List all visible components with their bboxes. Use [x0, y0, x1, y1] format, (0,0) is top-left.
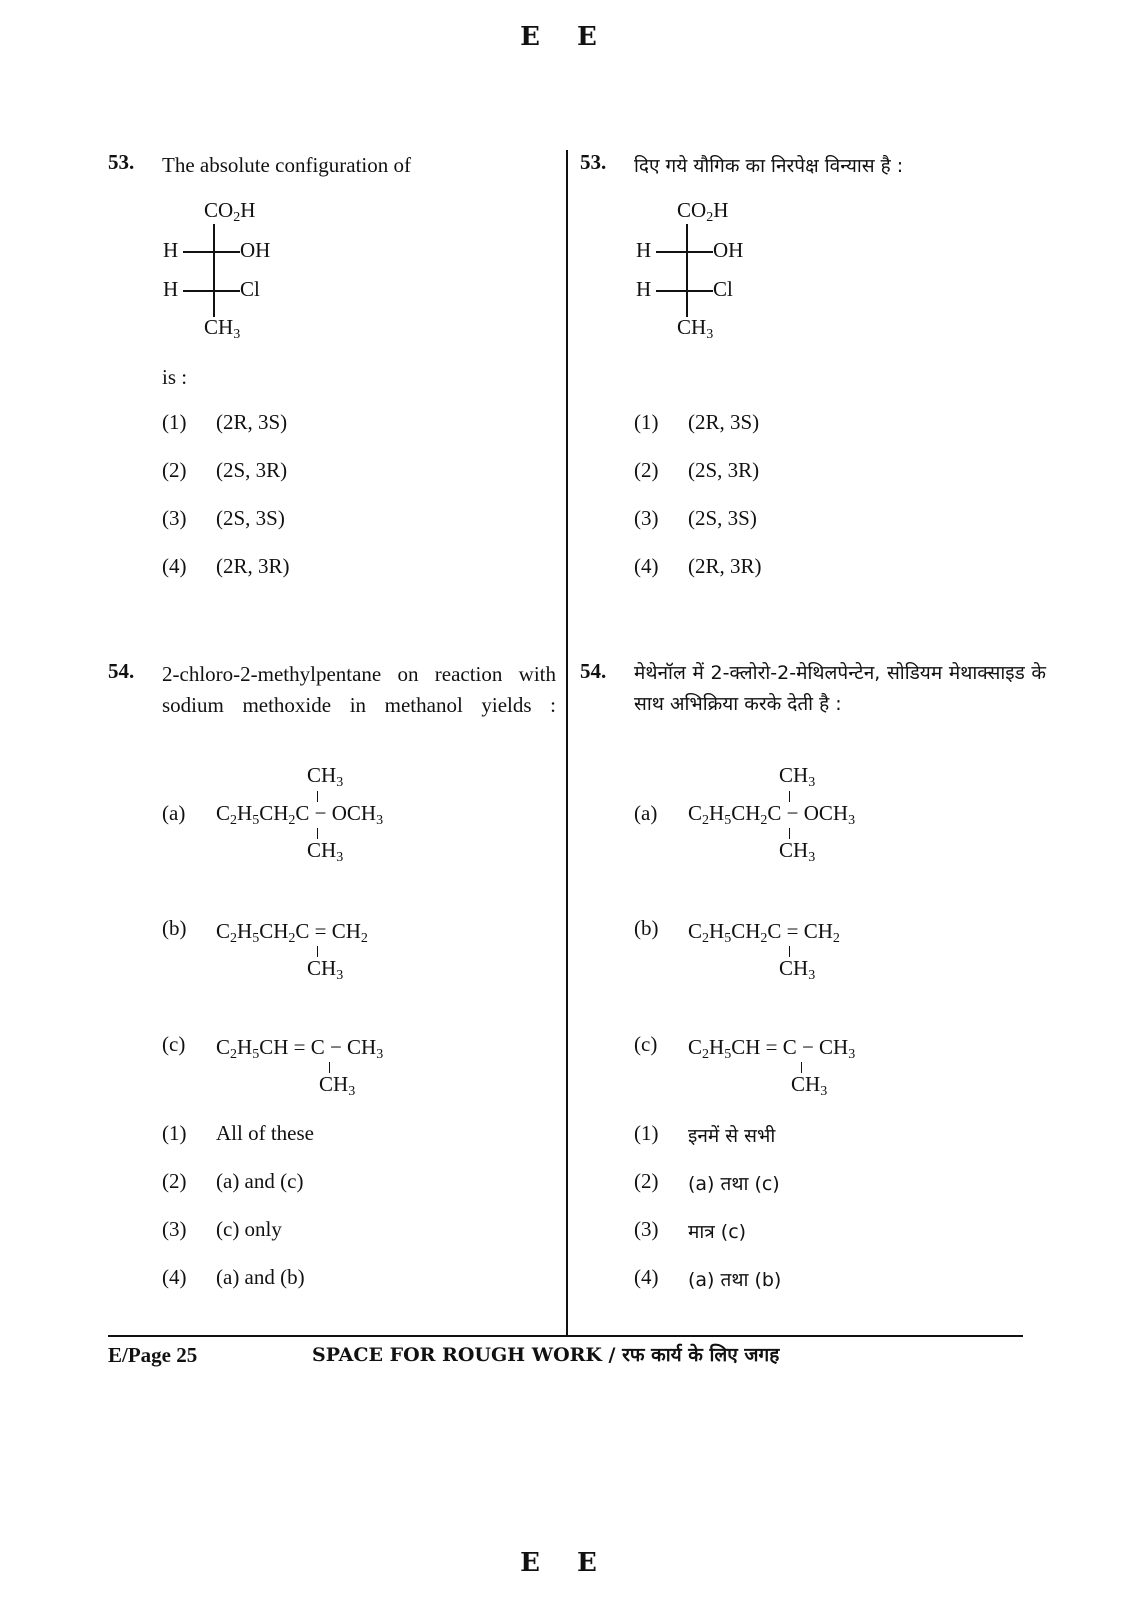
option-num: (3) — [162, 506, 187, 530]
question-53-suffix-en: is : — [162, 365, 188, 389]
option-num: (2) — [634, 1169, 659, 1193]
rough-work-label: SPACE FOR ROUGH WORK / रफ कार्य के लिए जगह — [312, 1344, 780, 1366]
structure-bottom-group: $CH_3$ — [307, 838, 344, 865]
fischer-left-1: H — [636, 238, 652, 262]
option-text: (2S, 3S) — [216, 506, 285, 530]
fischer-right-2: Cl — [240, 277, 260, 301]
fischer-right-2: Cl — [713, 277, 733, 301]
option-text: (2R, 3R) — [688, 554, 762, 578]
fischer-vertical-bond — [213, 224, 215, 317]
fischer-right-1: OH — [240, 238, 271, 262]
fischer-vertical-bond — [686, 224, 688, 317]
option-text: (a) and (b) — [216, 1265, 305, 1289]
fischer-left-1: H — [163, 238, 179, 262]
structure-bottom-group: $CH_3$ — [779, 956, 816, 983]
structure-label: (a) — [162, 801, 186, 825]
option-num: (4) — [634, 554, 659, 578]
fischer-horizontal-bond-1 — [183, 251, 240, 253]
question-54-text-en: 2-chloro-2-methylpentane on reaction with sodium methoxide in methanol yields : — [162, 662, 556, 717]
option-text: (2S, 3R) — [216, 458, 288, 482]
footer-mark: E E — [520, 1548, 611, 1578]
structure-label: (b) — [162, 916, 187, 940]
header-mark: E E — [520, 22, 611, 52]
option-text: मात्र (c) — [688, 1221, 747, 1243]
structure-bottom-group: $CH_3$ — [791, 1072, 828, 1099]
structure-main: $C_2H_5CH = C - CH_3$ — [216, 1035, 384, 1062]
question-53-text-hi: दिए गये यौगिक का निरपेक्ष विन्यास है : — [634, 155, 904, 177]
structure-main: $C_2H_5CH_2C = CH_2$ — [216, 919, 368, 946]
structure-main: $C_2H_5CH = C - CH_3$ — [688, 1035, 856, 1062]
option-text: (a) तथा (c) — [688, 1173, 780, 1195]
option-num: (4) — [634, 1265, 659, 1289]
option-text: (c) only — [216, 1217, 282, 1241]
option-text: (2R, 3R) — [216, 554, 290, 578]
fischer-left-2: H — [636, 277, 652, 301]
fischer-bottom-group: $CH_3$ — [677, 315, 714, 342]
fischer-left-2: H — [163, 277, 179, 301]
option-text: (2S, 3R) — [688, 458, 760, 482]
structure-bottom-group: $CH_3$ — [779, 838, 816, 865]
question-53-number-en: 53. — [108, 150, 135, 174]
question-53-text-en: The absolute configuration of — [162, 153, 412, 177]
fischer-top-group: $CO_2H$ — [204, 198, 256, 225]
structure-label: (a) — [634, 801, 658, 825]
structure-top-group: $CH_3$ — [307, 763, 344, 790]
option-num: (1) — [634, 1121, 659, 1145]
structure-main: $C_2H_5CH_2C - OCH_3$ — [688, 801, 856, 828]
fischer-bottom-group: $CH_3$ — [204, 315, 241, 342]
option-text: (2S, 3S) — [688, 506, 757, 530]
structure-bottom-group: $CH_3$ — [307, 956, 344, 983]
structure-bottom-group: $CH_3$ — [319, 1072, 356, 1099]
option-num: (2) — [162, 1169, 187, 1193]
option-text: All of these — [216, 1121, 314, 1145]
structure-top-group: $CH_3$ — [779, 763, 816, 790]
question-53-number-hi: 53. — [580, 150, 607, 174]
option-num: (1) — [634, 410, 659, 434]
structure-label: (c) — [162, 1032, 186, 1056]
option-text: इनमें से सभी — [688, 1125, 776, 1147]
fischer-right-1: OH — [713, 238, 744, 262]
option-num: (1) — [162, 1121, 187, 1145]
option-num: (4) — [162, 554, 187, 578]
option-num: (4) — [162, 1265, 187, 1289]
option-num: (1) — [162, 410, 187, 434]
fischer-horizontal-bond-2 — [183, 290, 240, 292]
option-text: (a) and (c) — [216, 1169, 304, 1193]
fischer-horizontal-bond-2 — [656, 290, 713, 292]
footer-divider — [108, 1335, 1023, 1337]
option-num: (3) — [634, 506, 659, 530]
option-num: (3) — [634, 1217, 659, 1241]
fischer-top-group: $CO_2H$ — [677, 198, 729, 225]
column-divider — [566, 150, 568, 1336]
structure-main: $C_2H_5CH_2C = CH_2$ — [688, 919, 840, 946]
option-num: (2) — [162, 458, 187, 482]
option-num: (3) — [162, 1217, 187, 1241]
structure-label: (c) — [634, 1032, 658, 1056]
option-num: (2) — [634, 458, 659, 482]
structure-label: (b) — [634, 916, 659, 940]
page-number: E/Page 25 — [108, 1343, 198, 1367]
option-text: (a) तथा (b) — [688, 1269, 782, 1291]
fischer-horizontal-bond-1 — [656, 251, 713, 253]
question-54-text-hi: मेथेनॉल में 2-क्लोरो-2-मेथिलपेन्टेन, सोडियम मेथाक्साइड के साथ अभिक्रिया करके देती है : — [634, 662, 1046, 715]
question-54-number-hi: 54. — [580, 659, 607, 683]
structure-main: $C_2H_5CH_2C - OCH_3$ — [216, 801, 384, 828]
option-text: (2R, 3S) — [216, 410, 288, 434]
option-text: (2R, 3S) — [688, 410, 760, 434]
question-54-number-en: 54. — [108, 659, 135, 683]
